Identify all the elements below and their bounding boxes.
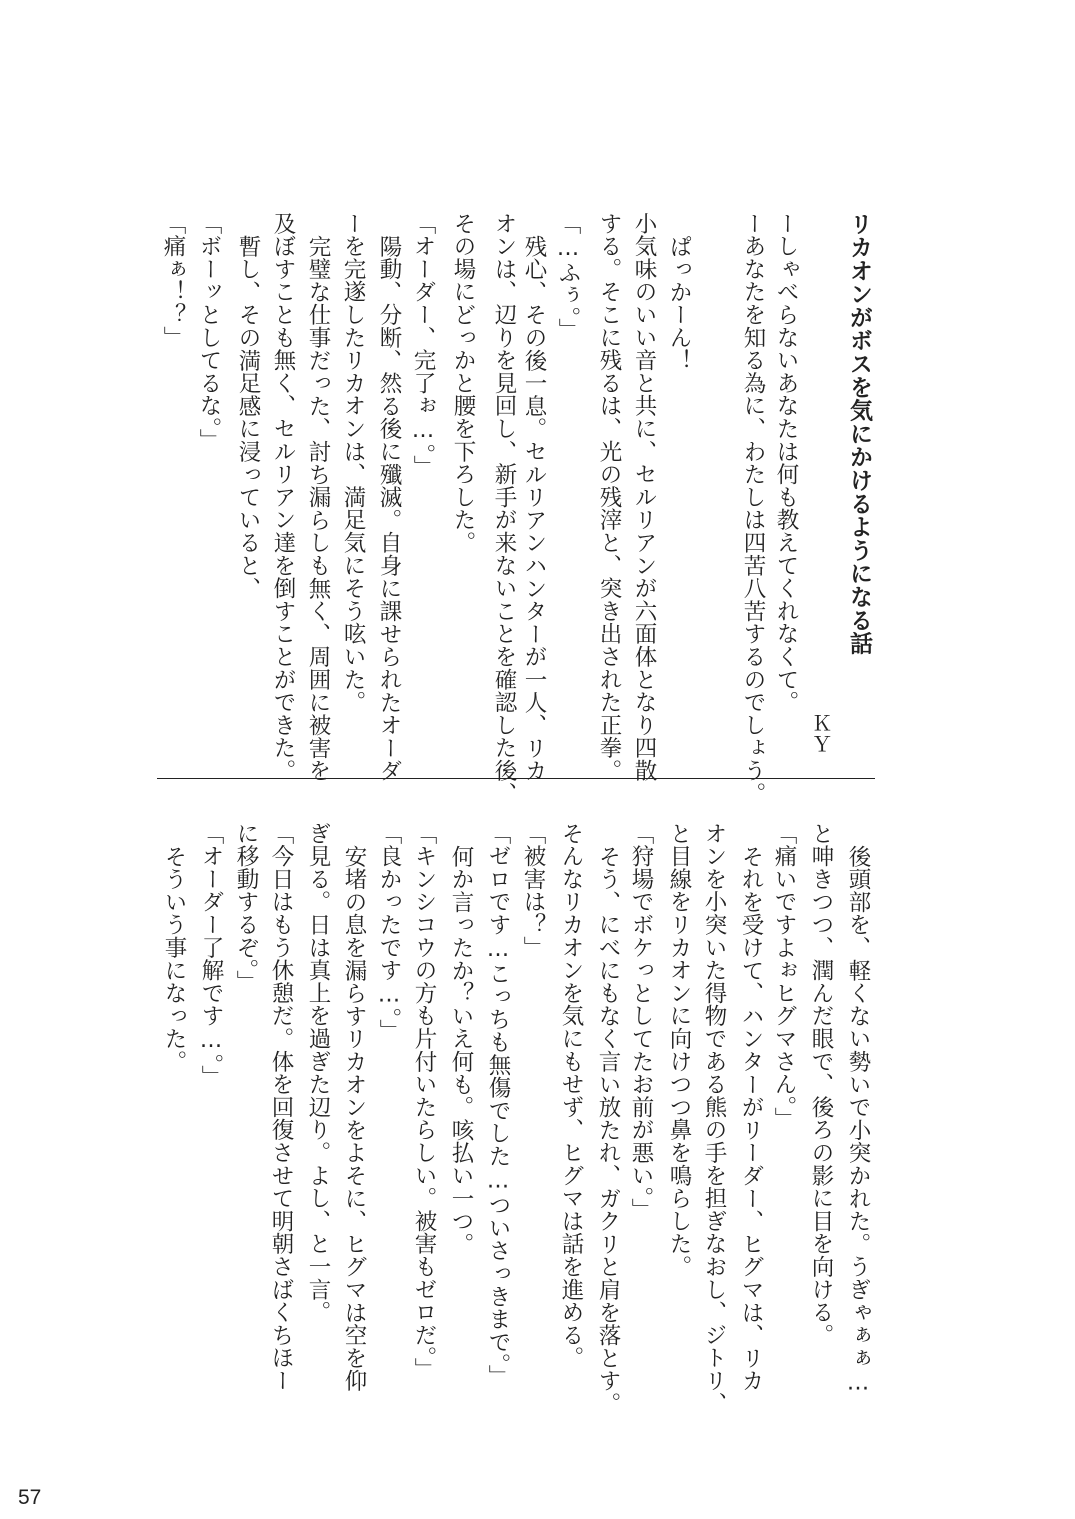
text-column: 陽動、分断、然る後に殲滅。自身に課せられたオーダ	[376, 235, 402, 783]
text-column: 「今日はもう休憩だ。体を回復させて明朝さばくちほー	[268, 822, 294, 1392]
text-column: 「キンシコウの方も片付いたらしい。被害もゼロだ。」	[411, 822, 437, 1381]
text-column: と目線をリカオンに向けつつ鼻を鳴らした。	[666, 822, 692, 1278]
text-column: その場にどっかと腰を下ろした。	[450, 212, 476, 554]
page-number: 57	[18, 1486, 42, 1509]
text-column: 「ボーッとしてるな。」	[196, 212, 222, 452]
text-column: ぱっかーん！	[666, 235, 692, 372]
text-column: ーしゃべらないあなたは何も教えてくれなくて。	[773, 212, 799, 714]
text-column: 何か言ったか？いえ何も。咳払い一つ。	[448, 845, 474, 1256]
text-column: 「オーダー、完了ぉ…。」	[410, 212, 436, 478]
text-column: 残心、その後一息。セルリアンハンターが一人、リカ	[521, 235, 547, 783]
text-column: 「良かったです…。」	[376, 822, 402, 1043]
text-column: に移動するぞ。」	[233, 822, 259, 994]
text-column: そう、にべにもなく言い放たれ、ガクリと肩を落とす。	[595, 845, 621, 1415]
section-divider	[157, 778, 875, 779]
text-column: 「ゼロです…こっちも無傷でした…ついさっきまで。」	[485, 822, 511, 1388]
text-column: オンを小突いた得物である熊の手を担ぎなおし、ジトリ、	[701, 822, 727, 1415]
text-column: ぎ見る。日は真上を過ぎた辺り。よし、と一言。	[305, 822, 331, 1324]
text-column: 暫し、その満足感に浸っていると、	[235, 235, 261, 600]
text-column: 後頭部を、軽くない勢いで小突かれた。うぎゃぁぁ…	[845, 845, 871, 1396]
text-column: ーあなたを知る為に、わたしは四苦八苦するのでしょう。	[740, 212, 766, 805]
author-name: ＫＹ	[809, 712, 833, 754]
text-column: 「痛いですよぉヒグマさん。」	[771, 822, 797, 1130]
text-column: オンは、辺りを見回し、新手が来ないことを確認した後、	[491, 212, 517, 805]
text-column: 「…ふぅ。」	[555, 212, 581, 342]
text-column: 「狩場でボケっとしてたお前が悪い。」	[628, 822, 654, 1222]
text-column: と呻きつつ、潤んだ眼で、後ろの影に目を向ける。	[808, 822, 834, 1347]
text-column: 「オーダー了解です…。」	[198, 822, 224, 1088]
text-column: そんなリカオンを気にもせず、ヒグマは話を進める。	[558, 822, 584, 1370]
text-column: 完璧な仕事だった、討ち漏らしも無く、周囲に被害を	[305, 235, 331, 783]
text-column: それを受けて、ハンターがリーダー、ヒグマは、リカ	[738, 845, 764, 1393]
text-column: 「被害は？」	[520, 822, 546, 959]
text-column: ーを完遂したリカオンは、満足気にそう呟いた。	[340, 212, 366, 714]
text-column: 「痛ぁ！？」	[160, 212, 186, 349]
story-title: リカオンがボスを気にかけるようになる話	[846, 212, 872, 655]
text-column: 及ぼすことも無く、セルリアン達を倒すことができた。	[270, 212, 296, 782]
text-column: 安堵の息を漏らすリカオンをよそに、ヒグマは空を仰	[341, 845, 367, 1393]
text-column: する。そこに残るは、光の残滓と、突き出された正拳。	[596, 212, 622, 782]
text-column: そういう事になった。	[161, 845, 187, 1073]
text-column: 小気味のいい音と共に、セルリアンが六面体となり四散	[631, 212, 657, 782]
